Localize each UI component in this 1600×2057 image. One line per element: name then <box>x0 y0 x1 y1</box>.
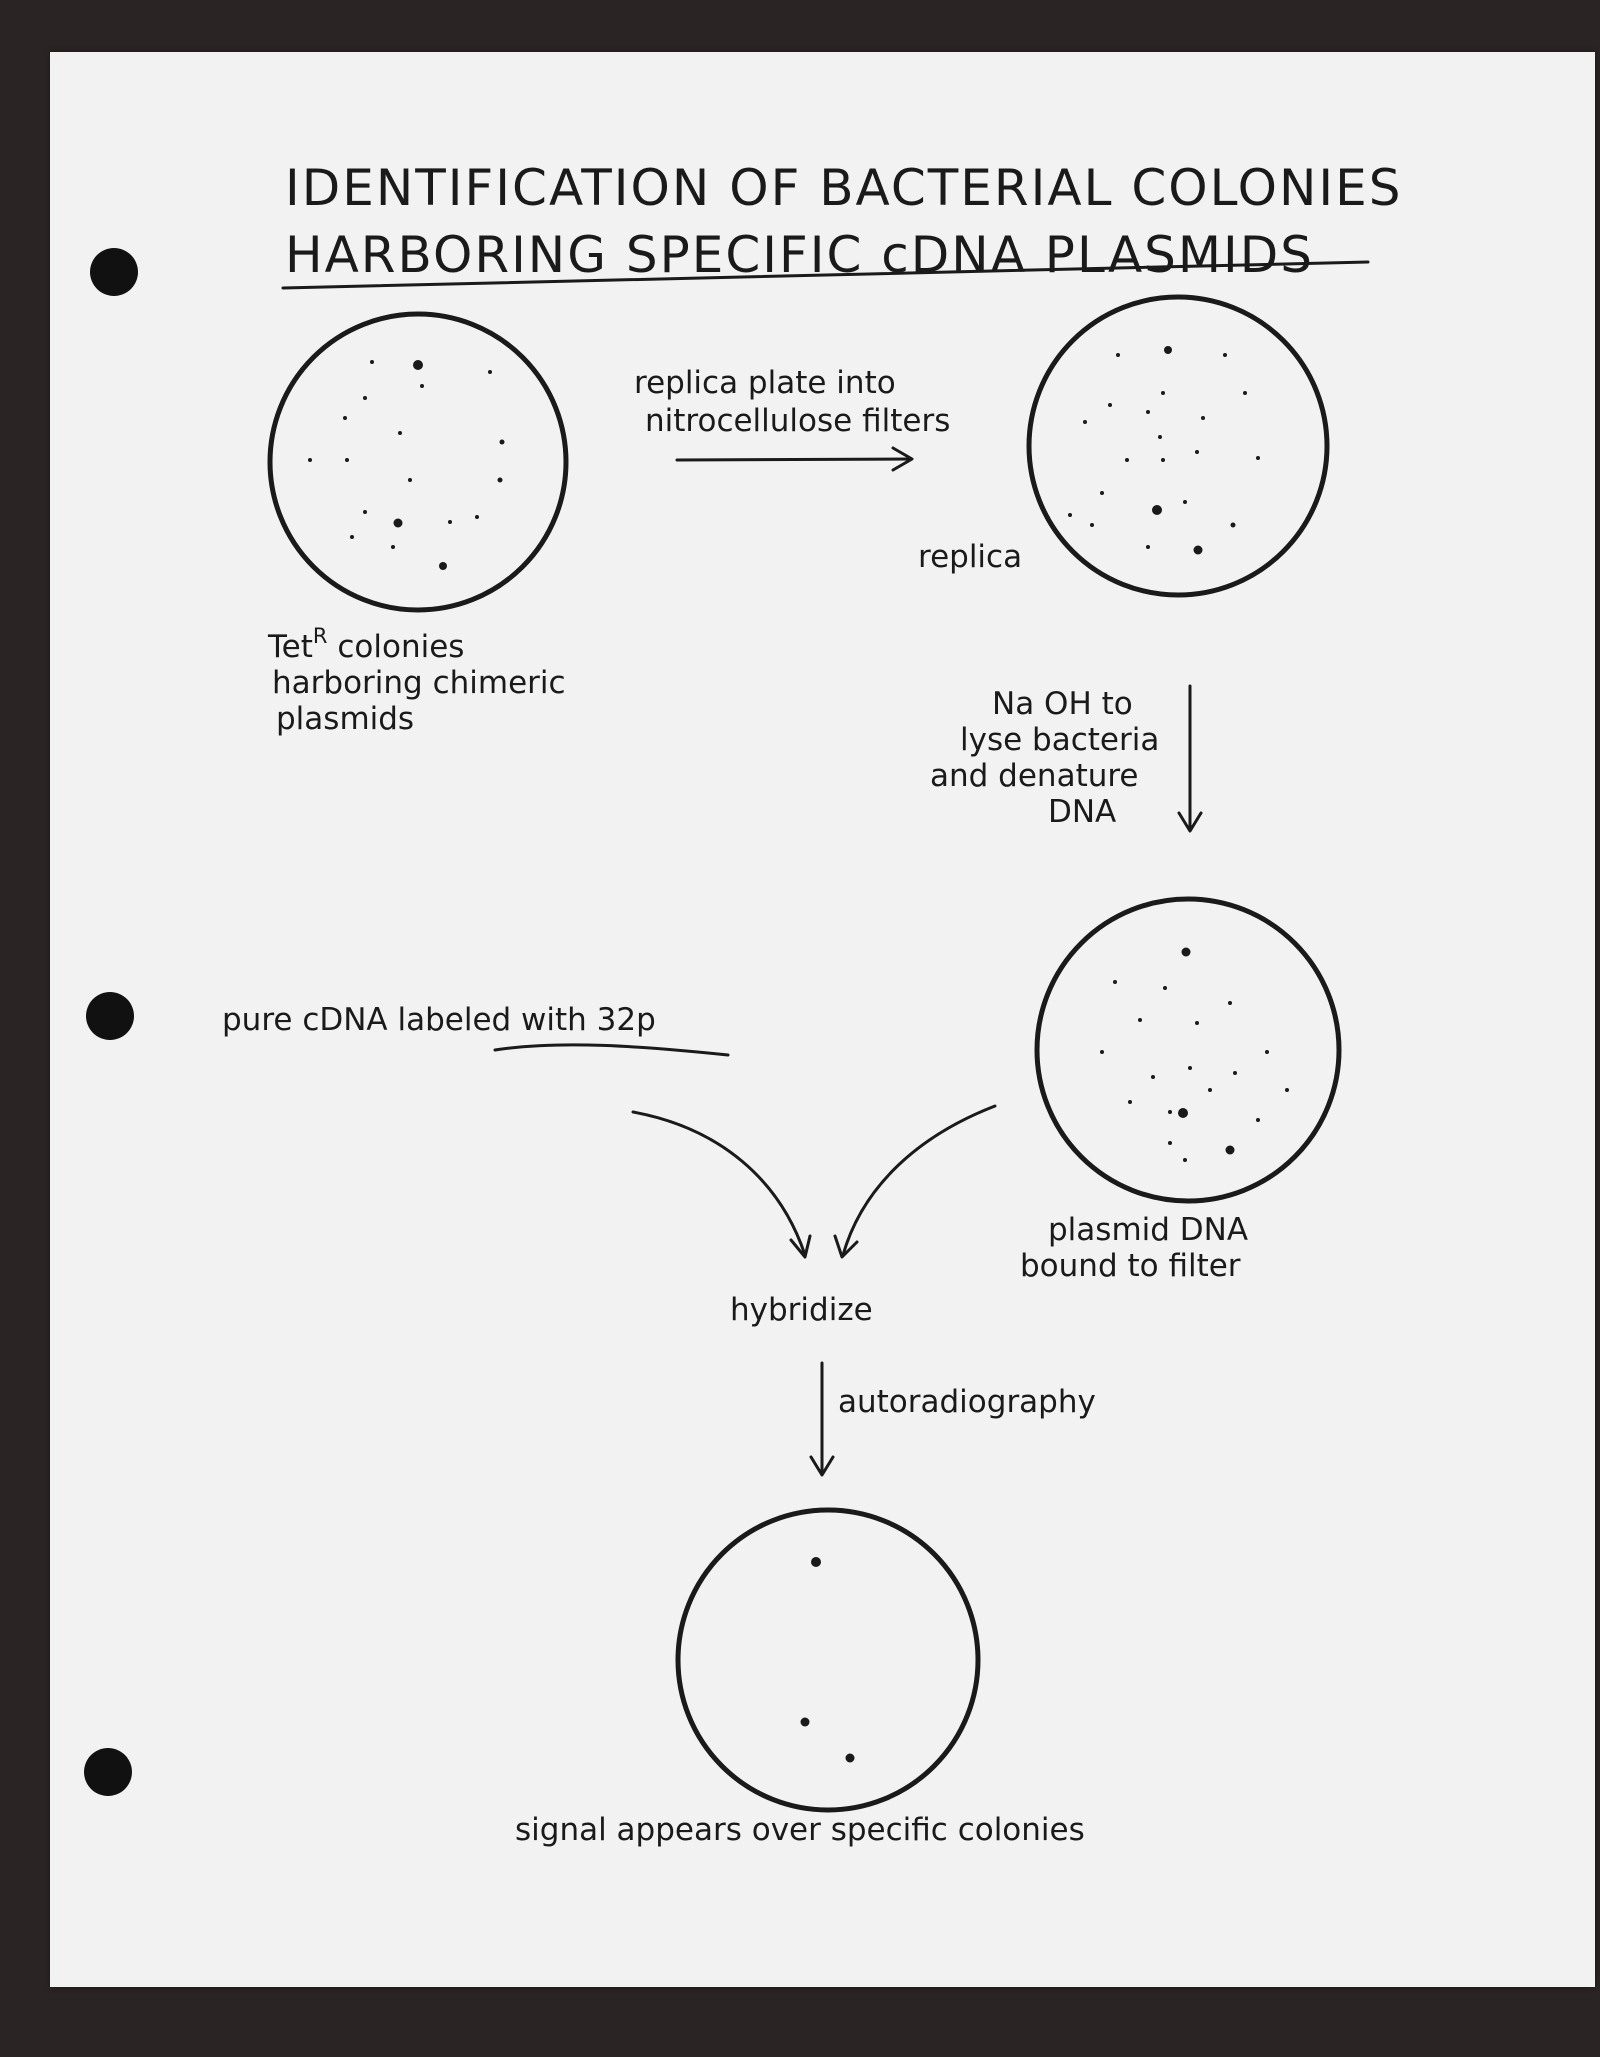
master-plate-colonies <box>308 360 505 570</box>
filter-plate-colonies <box>1100 948 1289 1163</box>
colonies-label-line3: plasmids <box>276 701 415 737</box>
replica-arrow-shaft <box>677 459 910 460</box>
naoh-line1: Na OH to <box>992 686 1133 722</box>
binder-hole-bottom <box>84 1748 132 1796</box>
replica-label: replica <box>918 539 1023 575</box>
replica-plate <box>1029 297 1327 595</box>
title-line-1: IDENTIFICATION OF BACTERIAL COLONIES <box>285 159 1403 217</box>
probe-label: pure cDNA labeled with 32p <box>222 1002 656 1038</box>
naoh-line4: DNA <box>1048 794 1117 830</box>
autoradiograph-plate <box>678 1510 978 1810</box>
signal-label: signal appears over specific colonies <box>515 1812 1085 1848</box>
master-plate <box>270 314 566 610</box>
binder-hole-middle <box>86 992 134 1040</box>
hybridize-label: hybridize <box>730 1292 873 1328</box>
filter-plate <box>1037 899 1339 1201</box>
colonies-label-line2: harboring chimeric <box>272 665 566 701</box>
naoh-line3: and denature <box>930 758 1139 794</box>
bound-label-line2: bound to filter <box>1020 1248 1241 1284</box>
colonies-label-line1: Tet$^R$ colonies <box>268 624 465 665</box>
probe-underline <box>495 1045 728 1055</box>
bound-label-line1: plasmid DNA <box>1048 1212 1249 1248</box>
binder-hole-top <box>90 248 138 296</box>
naoh-line2: lyse bacteria <box>960 722 1160 758</box>
autorad-label: autoradiography <box>838 1384 1096 1420</box>
replica-step-line2: nitrocellulose filters <box>645 403 951 439</box>
signal-spots <box>801 1557 855 1763</box>
filter-arrow-shaft <box>843 1106 995 1255</box>
replica-plate-colonies <box>1068 346 1260 555</box>
probe-arrow-shaft <box>633 1112 805 1255</box>
title-line-2: HARBORING SPECIFIC cDNA PLASMIDS <box>285 226 1315 284</box>
replica-step-line1: replica plate into <box>634 365 896 401</box>
